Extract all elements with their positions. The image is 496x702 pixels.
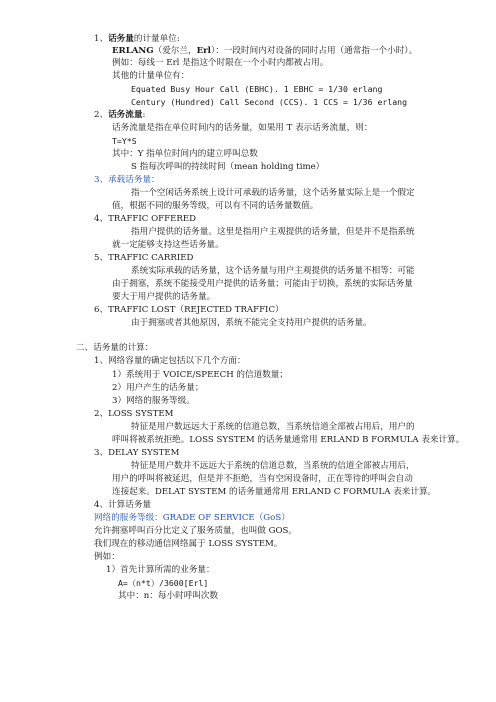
item-number: 4、: [94, 500, 109, 510]
item-number: 2、: [94, 110, 109, 120]
list-item: [112, 383, 203, 394]
item-number: 6、: [94, 305, 109, 315]
text: 系统用于 VOICE/SPEECH 的信道数量；: [126, 370, 288, 380]
paragraph-line: 系统实际承载的话务量，这个话务量与用户主观提供的话务量不相等：可能: [131, 266, 415, 276]
list-item: [112, 396, 195, 407]
paragraph-line: 允许拥塞呼叫百分比定义了服务质量，也叫做 GOS。: [94, 526, 297, 536]
paragraph-line: 值，根据不同的服务等级，可以有不同的话务量数值。: [112, 201, 319, 211]
heading-text: LOSS SYSTEM: [108, 409, 174, 419]
section-2-heading: 二、话务量的计算：: [76, 343, 154, 353]
paragraph-line: 用户的呼叫将被延迟，但是并不拒绝，当有空闲设备时，正在等待的呼叫会自动: [112, 474, 413, 484]
text: （爱尔兰，: [153, 46, 197, 56]
paragraph-line: 由于拥塞或者其他原因，系统不能完全支持用户提供的话务量。: [131, 318, 372, 328]
heading-text: 计算话务量: [108, 500, 152, 510]
item-2-heading: [94, 110, 145, 121]
heading-text: 的计量单位:: [133, 34, 180, 44]
item-3-heading: [94, 175, 160, 186]
paragraph-line: 话务流量是指在单位时间内的话务量，如果用 T 表示话务流量，则：: [112, 123, 373, 133]
item-number: 1）: [106, 565, 121, 575]
item-1-heading: [94, 34, 180, 45]
item-5-heading: [94, 253, 193, 264]
term-erl: Erl: [196, 46, 211, 56]
sub-item-2: [94, 409, 173, 420]
heading-text: TRAFFIC CARRIED: [108, 253, 194, 263]
term-traffic-flow: 话务流量: [108, 110, 143, 120]
item-number: 2、: [94, 409, 109, 419]
sub-item-4: [94, 500, 151, 511]
heading-text: DELAY SYSTEM: [108, 448, 180, 458]
example-step-1: [106, 565, 215, 576]
heading-text: :: [142, 110, 146, 120]
heading-text: 网络容量的确定包括以下几个方面：: [108, 356, 246, 366]
item-number: 5、: [94, 253, 109, 263]
gos-line: 网络的服务等级：GRADE OF SERVICE（GoS）: [94, 513, 290, 523]
erlang-definition: [112, 46, 417, 57]
term-erlang: ERLANG: [112, 46, 154, 56]
item-number: 3）: [112, 396, 127, 406]
sub-item-3: [94, 448, 179, 459]
paragraph-line: 连接起来。DELAT SYSTEM 的话务量通常用 ERLAND C FORMULA 表来计算。: [112, 487, 437, 497]
unit-line-ebhc: Equated Busy Hour Call (EBHC). 1 EBHC = 1/30 erlang: [131, 84, 383, 94]
paragraph-line: 要大于用户提供的话务量。: [112, 292, 216, 302]
text: 首先计算所需的业务量：: [120, 565, 215, 575]
paragraph-line: 我们现在的移动通信网络属于 LOSS SYSTEM。: [94, 539, 283, 549]
paragraph-line: 指一个空闲话务系统上设计可承载的话务量，这个话务量实际上是一个假定: [131, 188, 415, 198]
item-4-heading: [94, 214, 196, 225]
list-item: [112, 370, 288, 381]
item-number: 1、: [94, 356, 109, 366]
item-number: 1）: [112, 370, 127, 380]
heading-text: TRAFFIC LOST（REJECTED TRAFFIC）: [108, 305, 284, 315]
paragraph-line: 例如：: [94, 552, 120, 562]
formula-line: T=Y*S: [112, 136, 137, 146]
paragraph-line: 特征是用户数并不远远大于系统的信道总数，当系统的信道全部被占用后，: [131, 461, 415, 471]
text: 用户产生的话务量；: [126, 383, 204, 393]
heading-text: TRAFFIC OFFERED: [108, 214, 196, 224]
formula-line: A=（n*t）/3600[Erl]: [118, 578, 209, 588]
sub-item-1: [94, 356, 246, 367]
item-number: 2）: [112, 383, 127, 393]
item-number: 1、: [94, 34, 109, 44]
paragraph-line: 特征是用户数远远大于系统的信道总数，当系统信道全部被占用后，用户的: [131, 422, 415, 432]
term-traffic: 话务量: [108, 34, 134, 44]
item-number: 3、: [94, 448, 109, 458]
paragraph-line: 例如：每线一 Erl 是指这个时限在一个小时内都被占用。: [112, 58, 329, 68]
paragraph-line: S 指每次呼叫的持续时间（mean holding time）: [131, 162, 325, 172]
unit-line-ccs: Century (Hundred) Call Second (CCS). 1 CCS = 1/36 erlang: [131, 97, 408, 107]
paragraph-line: 其中：n：每小时呼叫次数: [118, 591, 219, 601]
item-number: 4、: [94, 214, 109, 224]
item-6-heading: [94, 305, 284, 316]
paragraph-line: 指用户提供的话务量。这里是指用户主观提供的话务量，但是并不是指系统: [131, 227, 415, 237]
text: ）：一段时间内对设备的同时占用（通常指一个小时）。: [210, 46, 418, 56]
paragraph-line: 由于拥塞，系统不能接受用户提供的话务量；可能由于切换，系统的实际话务量: [112, 279, 413, 289]
text: 网络的服务等级。: [126, 396, 195, 406]
paragraph-line: 就一定能够支持这些话务量。: [112, 240, 224, 250]
paragraph-line: 其中：Y 指单位时间内的建立呼叫总数: [112, 149, 258, 159]
item-number: 3、: [94, 175, 109, 185]
heading-text: 承载话务量：: [108, 175, 160, 185]
paragraph-line: 其他的计量单位有：: [112, 71, 190, 81]
paragraph-line: 呼叫将被系统拒绝。LOSS SYSTEM 的话务量通常用 ERLAND B FORMULA 表来计算。: [112, 435, 465, 445]
